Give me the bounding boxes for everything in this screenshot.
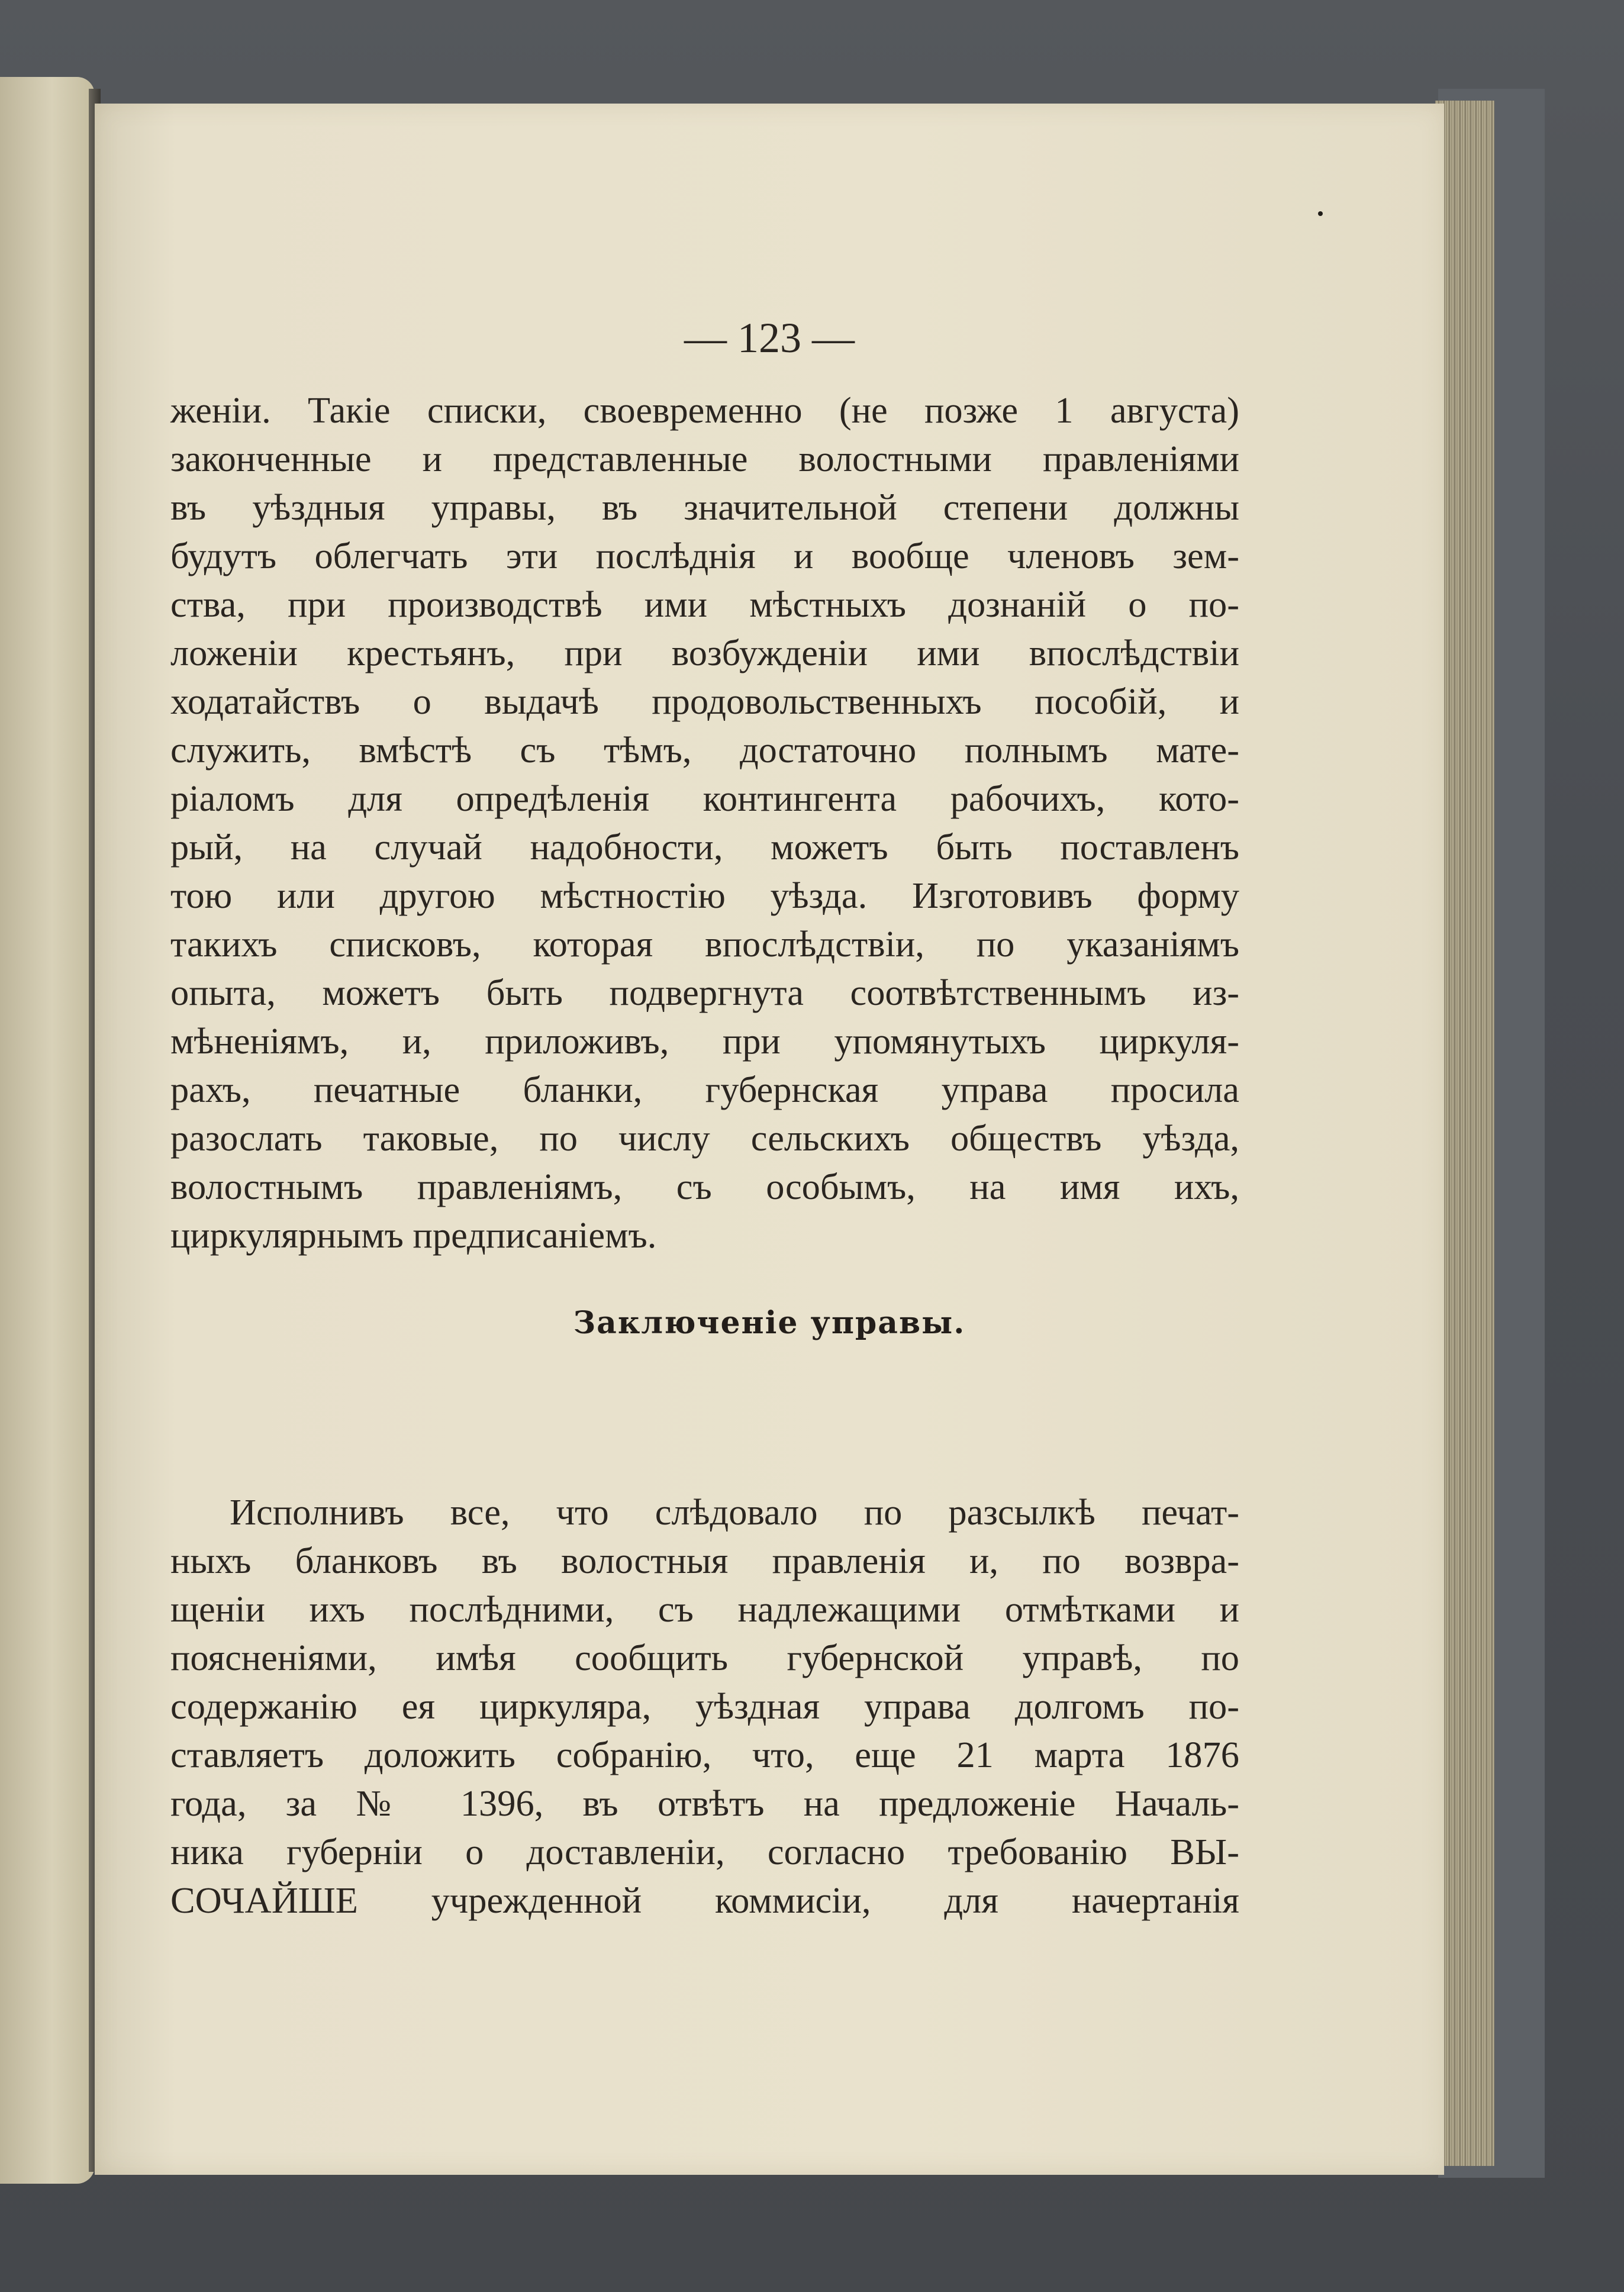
text-line: ника губерніи о доставленіи, согласно требованію ВЫ- (170, 1832, 1239, 1872)
text-line: ложеніи крестьянъ, при возбужденіи ими впослѣдствіи (170, 633, 1239, 673)
text-line: рахъ, печатные бланки, губернская управа просила (170, 1069, 1239, 1110)
text-line: ныхъ бланковъ въ волостныя правленія и, по возвра- (170, 1540, 1239, 1581)
text-line: разослать таковые, по числу сельскихъ обществъ уѣзда, (170, 1118, 1239, 1159)
text-line: тою или другою мѣстностію уѣзда. Изготовивъ форму (170, 875, 1239, 916)
book-page (95, 104, 1444, 2175)
text-line: СОЧАЙШЕ учрежденной коммисіи, для начертанія (170, 1880, 1239, 1921)
text-line: волостнымъ правленіямъ, съ особымъ, на имя ихъ, (170, 1166, 1239, 1207)
text-line: въ уѣздныя управы, въ значительной степени должны (170, 487, 1239, 528)
text-line: поясненіями, имѣя сообщить губернской управѣ, по (170, 1637, 1239, 1678)
text-line: женіи. Такіе списки, своевременно (не позже 1 августа) (170, 390, 1239, 431)
text-line: будутъ облегчать эти послѣднія и вообще членовъ зем- (170, 536, 1239, 576)
text-line: такихъ списковъ, которая впослѣдствіи, по указаніямъ (170, 924, 1239, 965)
page-number: — 123 — (684, 314, 855, 362)
text-line: служить, вмѣстѣ съ тѣмъ, достаточно полнымъ мате- (170, 730, 1239, 771)
page-edges (1435, 101, 1494, 2166)
paragraph-1 (170, 386, 1239, 1260)
left-page-edge (0, 77, 95, 2184)
text-line: рый, на случай надобности, можетъ быть поставленъ (170, 827, 1239, 868)
text-line: ходатайствъ о выдачѣ продовольственныхъ пособій, и (170, 681, 1239, 722)
text-line: щеніи ихъ послѣдними, съ надлежащими отмѣтками и (170, 1589, 1239, 1630)
text-line: мѣненіямъ, и, приложивъ, при упомянутыхъ циркуля- (170, 1021, 1239, 1062)
paragraph-2 (170, 1488, 1239, 1925)
text-line: ріаломъ для опредѣленія контингента рабочихъ, кото- (170, 778, 1239, 819)
text-line: года, за № 1396, въ отвѣтъ на предложеніе Началь- (170, 1783, 1239, 1824)
text-line: законченные и представленные волостными правленіями (170, 439, 1239, 479)
ink-dot (1318, 211, 1323, 216)
section-heading: Заключеніе управы. (573, 1305, 966, 1341)
text-line: ставляетъ доложить собранію, что, еще 21 марта 1876 (170, 1735, 1239, 1775)
text-line: Исполнивъ все, что слѣдовало по разсылкѣ печат- (230, 1492, 1239, 1533)
text-line: циркулярнымъ предписаніемъ. (170, 1215, 657, 1256)
text-line: содержанію ея циркуляра, уѣздная управа долгомъ по- (170, 1686, 1239, 1727)
text-line: ства, при производствѣ ими мѣстныхъ дознаній о по- (170, 584, 1239, 625)
text-line: опыта, можетъ быть подвергнута соотвѣтственнымъ из- (170, 972, 1239, 1013)
